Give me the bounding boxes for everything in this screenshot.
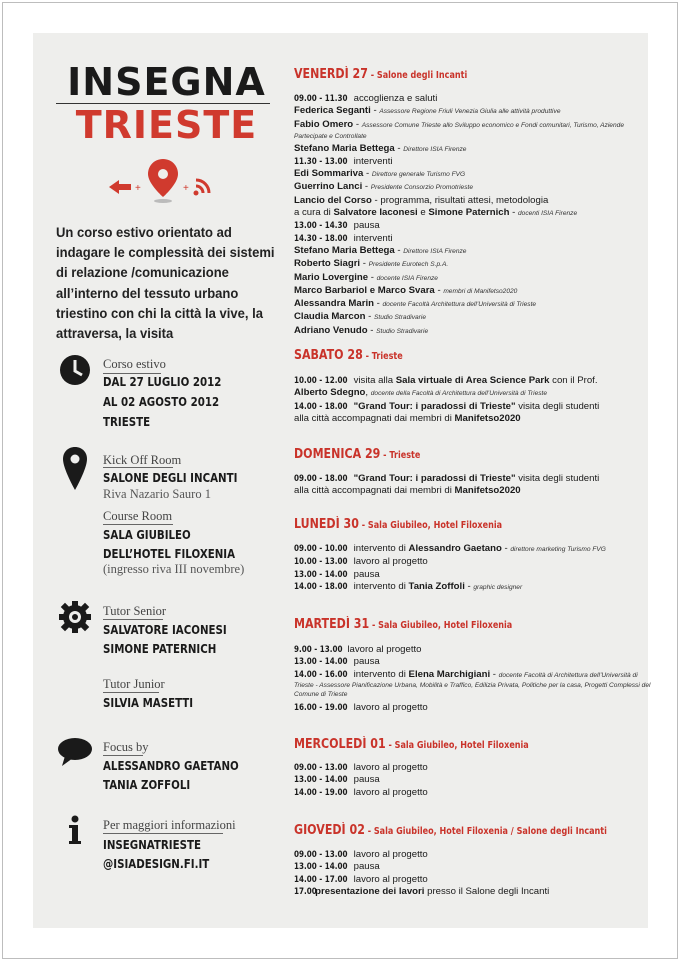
- gear-icon: [58, 600, 92, 634]
- tutor-senior-label: Tutor Senior: [103, 604, 167, 618]
- schedule-row: [294, 556, 654, 568]
- clock-icon: [58, 353, 92, 387]
- schedule-lunedi: [294, 543, 654, 594]
- label-underline: [103, 467, 173, 468]
- activity-highlight: presentazione dei lavori: [315, 885, 425, 897]
- speaker: Tania Zoffoli: [408, 580, 465, 592]
- info-icon: [66, 815, 84, 845]
- activity: visita degli studenti: [515, 473, 600, 484]
- speaker: Fabio Omero: [294, 118, 354, 130]
- speaker: Lancio del Corso: [294, 194, 372, 206]
- time-slot: 14.00 - 16.00: [294, 669, 348, 680]
- focus-label: Focus by: [103, 740, 149, 754]
- schedule-row: a cura di Salvatore Iaconesi e Simone Paternich - docenti ISIA Firenze: [294, 207, 578, 219]
- activity: lavoro al progetto: [353, 849, 428, 860]
- label-underline: [103, 619, 163, 620]
- course-room-note: (ingresso riva III novembre): [103, 562, 245, 576]
- day-title: GIOVEDÌ 02: [294, 823, 365, 838]
- focus-1: ALESSANDRO GAETANO: [103, 758, 239, 773]
- time-slot: 17.00: [294, 886, 317, 897]
- schedule-row: [294, 401, 654, 413]
- day-location: - Sala Giubileo, Hotel Filoxenia / Salone degli Incanti: [364, 826, 607, 837]
- activity: con il Prof.: [549, 375, 598, 386]
- logo-line-1: INSEGNA: [67, 60, 266, 104]
- activity: accoglienza e saluti: [353, 93, 438, 104]
- activity: pausa: [353, 656, 380, 668]
- day-heading-giovedi: [294, 823, 607, 838]
- plus-icon: +: [135, 183, 141, 194]
- speech-bubble-icon: [57, 737, 93, 767]
- tutor-junior-1: SILVIA MASETTI: [103, 695, 194, 710]
- activity: intervento di: [353, 543, 409, 554]
- logo-line-2: TRIESTE: [75, 103, 258, 147]
- day-location: - Sala Giubileo, Hotel Filoxenia: [385, 740, 529, 751]
- schedule-row: 09.00 - 10.00 intervento di Alessandro Gaetano - direttore marketing Turismo FVG: [294, 543, 606, 554]
- speaker-role: graphic designer: [473, 583, 523, 591]
- more-info-2: @ISIADESIGN.FI.IT: [103, 856, 210, 871]
- schedule-row: Claudia Marcon - Studio Stradivarie: [294, 311, 427, 323]
- schedule-venerdi: [294, 93, 654, 338]
- day-title: MERCOLEDÌ 01: [294, 737, 386, 752]
- more-info-label: Per maggiori informazioni: [103, 818, 236, 832]
- day-title: DOMENICA 29: [294, 447, 381, 462]
- speaker: Adriano Venudo: [294, 324, 368, 336]
- activity: lavoro al progetto: [353, 762, 428, 773]
- schedule-row: Adriano Venudo - Studio Stradivarie: [294, 324, 429, 336]
- speaker: Marco Barbariol e Marco Svara: [294, 284, 435, 296]
- speaker-role: Direttore generale Turismo FVG: [371, 171, 466, 179]
- corso-dates-end: AL 02 AGOSTO 2012: [103, 394, 220, 409]
- schedule-sabato: [294, 375, 654, 425]
- time-slot: 09.00 - 10.00: [294, 544, 348, 554]
- time-slot: 09.00 - 13.00: [294, 763, 348, 773]
- time-slot: 13.00 - 14.00: [294, 657, 348, 668]
- schedule-row: [294, 233, 654, 245]
- day-title: MARTEDÌ 31: [294, 617, 370, 632]
- time-slot: 9.00 - 13.00: [294, 645, 343, 655]
- time-slot: 09.00 - 18.00: [294, 474, 348, 484]
- schedule-row: [294, 861, 654, 873]
- plus-icon: +: [183, 183, 189, 194]
- activity: pausa: [353, 774, 380, 786]
- day-title: SABATO 28: [294, 348, 363, 363]
- activity: intervento di: [353, 668, 409, 680]
- schedule-row: Mario Lovergine - docente ISIA Firenze: [294, 271, 438, 283]
- speaker: Alberto Sdegno: [294, 387, 366, 399]
- day-heading-domenica: [294, 447, 420, 462]
- activity: lavoro al progetto: [353, 873, 428, 885]
- activity: pausa: [353, 861, 380, 873]
- schedule-mercoledi: [294, 762, 654, 799]
- time-slot: 13.00 - 14.00: [294, 862, 348, 873]
- day-heading-lunedi: [294, 517, 502, 532]
- speaker: Edi Sommariva: [294, 168, 364, 180]
- activity: alla città accompagnati dai membri di: [294, 485, 455, 497]
- speaker: Federica Seganti: [294, 105, 371, 117]
- time-slot: 14.00 - 19.00: [294, 787, 348, 798]
- map-pin-logo-icon: [148, 159, 178, 203]
- activity: pausa: [353, 220, 380, 232]
- activity: visita degli studenti: [515, 400, 600, 412]
- time-slot: 14.00 - 18.00: [294, 401, 348, 412]
- schedule-row: [294, 656, 654, 668]
- wifi-signal-icon: [194, 180, 210, 196]
- schedule-row: [294, 569, 654, 581]
- speaker-role: Direttore ISIA Firenze: [403, 247, 467, 255]
- schedule-row: [294, 849, 654, 861]
- speaker-role: docente Facoltà Architettura dell’Università di Trieste: [382, 301, 537, 309]
- time-slot: 14.00 - 17.00: [294, 874, 348, 885]
- course-room-name-1: SALA GIUBILEO: [103, 527, 191, 542]
- activity: lavoro al progetto: [353, 786, 428, 798]
- time-slot: 09.00 - 11.30: [294, 94, 348, 104]
- schedule-martedi: [294, 644, 654, 714]
- schedule-row: Alessandra Marin - docente Facoltà Architettura dell’Università di Trieste: [294, 298, 537, 310]
- speaker-role: Presidente Consorzio Promotrieste: [370, 184, 474, 192]
- activity: lavoro al progetto: [353, 701, 428, 713]
- day-location: - Sala Giubileo, Hotel Filoxenia: [369, 620, 513, 631]
- day-location: - Salone degli Incanti: [367, 70, 468, 81]
- course-room-label: Course Room: [103, 509, 173, 523]
- schedule-row: 14.00 - 18.00 intervento di Tania Zoffoli - graphic designer: [294, 580, 523, 592]
- day-location: - Trieste: [380, 450, 421, 461]
- day-heading-venerdi: [294, 67, 467, 82]
- speaker: Salvatore Iaconesi: [333, 207, 418, 219]
- schedule-row: Roberto Siagri - Presidente Eurotech S.p.A.: [294, 258, 449, 270]
- day-location: - Trieste: [362, 351, 403, 362]
- speaker-role: docente Facoltà di Architettura dell’Università di Trieste - Assessore Pianificazione Urbana, Mobilità e Traffico, Edilizia Privata, Politiche per la casa, Progetti Complessi del Comune di Trieste: [294, 671, 651, 699]
- activity-highlight: Manifetso2020: [454, 485, 521, 497]
- course-room-name-2: DELL’HOTEL FILOXENIA: [103, 546, 236, 561]
- activity: lavoro al progetto: [347, 644, 422, 655]
- day-location: - Sala Giubileo, Hotel Filoxenia: [358, 520, 503, 531]
- schedule-row: Alberto Sdegno, docente della Facoltà di Architettura dell’Università di Trieste: [294, 387, 548, 399]
- activity: visita alla: [353, 375, 396, 386]
- speaker: Alessandro Gaetano: [408, 543, 502, 554]
- label-underline: [103, 833, 223, 834]
- schedule-row: Stefano Maria Bettega - Direttore ISIA Firenze: [294, 244, 467, 256]
- activity-highlight: Sala virtuale di Area Science Park: [395, 375, 550, 386]
- label-underline: [103, 755, 143, 756]
- time-slot: 13.00 - 14.30: [294, 221, 348, 232]
- activity: lavoro al progetto: [353, 556, 428, 568]
- schedule-row: Fabio Omero - Assessore Comune Trieste allo Sviluppo economico e Fondi comunitari, Turismo, Aziende Partecipate e Controllate: [294, 118, 624, 140]
- activity-highlight: "Grand Tour: i paradossi di Trieste": [353, 400, 516, 412]
- day-heading-sabato: [294, 348, 403, 363]
- schedule-row: [294, 886, 654, 898]
- activity: pausa: [353, 568, 380, 580]
- schedule-row: [294, 762, 654, 774]
- schedule-row: [294, 473, 654, 485]
- corso-label: Corso estivo: [103, 357, 166, 371]
- time-slot: 09.00 - 13.00: [294, 850, 348, 860]
- speaker-role: direttore marketing Turismo FVG: [510, 546, 606, 553]
- activity: a cura di: [294, 207, 334, 219]
- speaker: Simone Paternich: [428, 207, 510, 219]
- label-underline: [103, 524, 173, 525]
- time-slot: 13.00 - 14.00: [294, 775, 348, 786]
- intro-text: Un corso estivo orientato ad indagare le complessità dei sistemi di relazione /comunicazione all’interno del tessuto urbano triestino con chi la città la vive, la attraversa, la visita: [56, 224, 275, 342]
- schedule-row: [294, 702, 654, 714]
- logo-symbols: [105, 157, 225, 207]
- map-pin-icon: [62, 446, 88, 492]
- time-slot: 10.00 - 12.00: [294, 376, 348, 386]
- schedule-row: [294, 874, 654, 886]
- time-slot: 10.00 - 13.00: [294, 557, 348, 568]
- schedule-domenica: [294, 473, 654, 498]
- speaker-role: Assessore Comune Trieste allo Sviluppo economico e Fondi comunitari, Turismo, Aziende Partecipate e Controllate: [294, 121, 624, 140]
- speaker-role: Studio Stradivarie: [376, 327, 429, 335]
- schedule-row: [294, 644, 654, 656]
- more-info-1: INSEGNATRIESTE: [103, 837, 201, 852]
- corso-city: TRIESTE: [103, 414, 151, 429]
- kickoff-name: SALONE DEGLI INCANTI: [103, 470, 238, 485]
- speaker: Stefano Maria Bettega: [294, 244, 395, 256]
- activity-highlight: Manifetso2020: [454, 412, 521, 424]
- tutor-senior-1: SALVATORE IACONESI: [103, 622, 227, 637]
- schedule-row: [294, 774, 654, 786]
- time-slot: 14.30 - 18.00: [294, 233, 348, 244]
- speaker-role: docente della Facoltà di Architettura dell’Università di Trieste: [370, 390, 548, 398]
- schedule-row: [294, 220, 654, 232]
- schedule-row: Federica Seganti - Assessore Regione Friuli Venezia Giulia alle attività produttive: [294, 105, 561, 117]
- tutor-junior-label: Tutor Junior: [103, 677, 165, 691]
- speaker-role: Direttore ISIA Firenze: [403, 145, 467, 153]
- schedule-row: [294, 787, 654, 799]
- arrow-left-icon: [109, 180, 131, 194]
- speaker: Stefano Maria Bettega: [294, 142, 395, 154]
- schedule-row: Guerrino Lanci - Presidente Consorzio Promotrieste: [294, 181, 474, 193]
- speaker: Elena Marchigiani: [408, 668, 491, 680]
- speaker-role: Assessore Regione Friuli Venezia Giulia alle attività produttive: [379, 108, 561, 116]
- schedule-row: [294, 93, 654, 105]
- speaker: Mario Lovergine: [294, 271, 369, 283]
- schedule-row: [294, 413, 654, 425]
- schedule-row: Stefano Maria Bettega - Direttore ISIA Firenze: [294, 142, 467, 154]
- speaker: Alessandra Marin: [294, 298, 374, 310]
- label-underline: [103, 692, 159, 693]
- focus-2: TANIA ZOFFOLI: [103, 777, 191, 792]
- time-slot: 13.00 - 14.00: [294, 569, 348, 580]
- speaker-role: docente ISIA Firenze: [376, 274, 438, 282]
- day-title: LUNEDÌ 30: [294, 517, 359, 532]
- schedule-row: Edi Sommariva - Direttore generale Turismo FVG: [294, 168, 466, 180]
- speaker: Guerrino Lanci: [294, 181, 363, 193]
- kickoff-label: Kick Off Room: [103, 453, 182, 467]
- schedule-row: Marco Barbariol e Marco Svara - membri di Manifetso2020: [294, 284, 518, 296]
- day-heading-mercoledi: [294, 737, 529, 752]
- schedule-row: 14.00 - 16.00 intervento di Elena Marchigiani - docente Facoltà di Architettura dell’Università di Trieste - Assessore Pianificazione Urbana, Mobilità e Traffico, Edilizia Privata, Politiche per la casa, Progetti Complessi del Comune di Trieste: [294, 668, 651, 699]
- speaker: Claudia Marcon: [294, 311, 366, 323]
- activity: intervento di: [353, 580, 409, 592]
- schedule-row: [294, 195, 654, 207]
- time-slot: 16.00 - 19.00: [294, 702, 348, 713]
- schedule-row: [294, 156, 654, 168]
- activity: interventi: [353, 155, 393, 167]
- activity: e: [417, 207, 429, 219]
- time-slot: 14.00 - 18.00: [294, 581, 348, 592]
- activity: interventi: [353, 232, 393, 244]
- kickoff-address: Riva Nazario Sauro 1: [103, 487, 211, 501]
- tutor-senior-2: SIMONE PATERNICH: [103, 641, 217, 656]
- activity: alla città accompagnati dai membri di: [294, 412, 455, 424]
- activity: - programma, risultati attesi, metodologia: [371, 194, 549, 206]
- day-title: VENERDÌ 27: [294, 67, 368, 82]
- speaker-role: docenti ISIA Firenze: [517, 210, 578, 218]
- time-slot: 11.30 - 13.00: [294, 156, 348, 167]
- activity-highlight: "Grand Tour: i paradossi di Trieste": [353, 473, 516, 484]
- schedule-row: [294, 375, 654, 387]
- speaker-role: membri di Manifetso2020: [443, 287, 518, 295]
- speaker-role: Studio Stradivarie: [373, 314, 427, 322]
- speaker-role: Presidente Eurotech S.p.A.: [368, 261, 449, 269]
- schedule-giovedi: [294, 849, 654, 898]
- speaker: Roberto Siagri: [294, 258, 361, 270]
- corso-dates-start: DAL 27 LUGLIO 2012: [103, 374, 222, 389]
- activity: presso il Salone degli Incanti: [424, 885, 550, 897]
- day-heading-martedi: [294, 617, 512, 632]
- schedule-row: [294, 485, 654, 497]
